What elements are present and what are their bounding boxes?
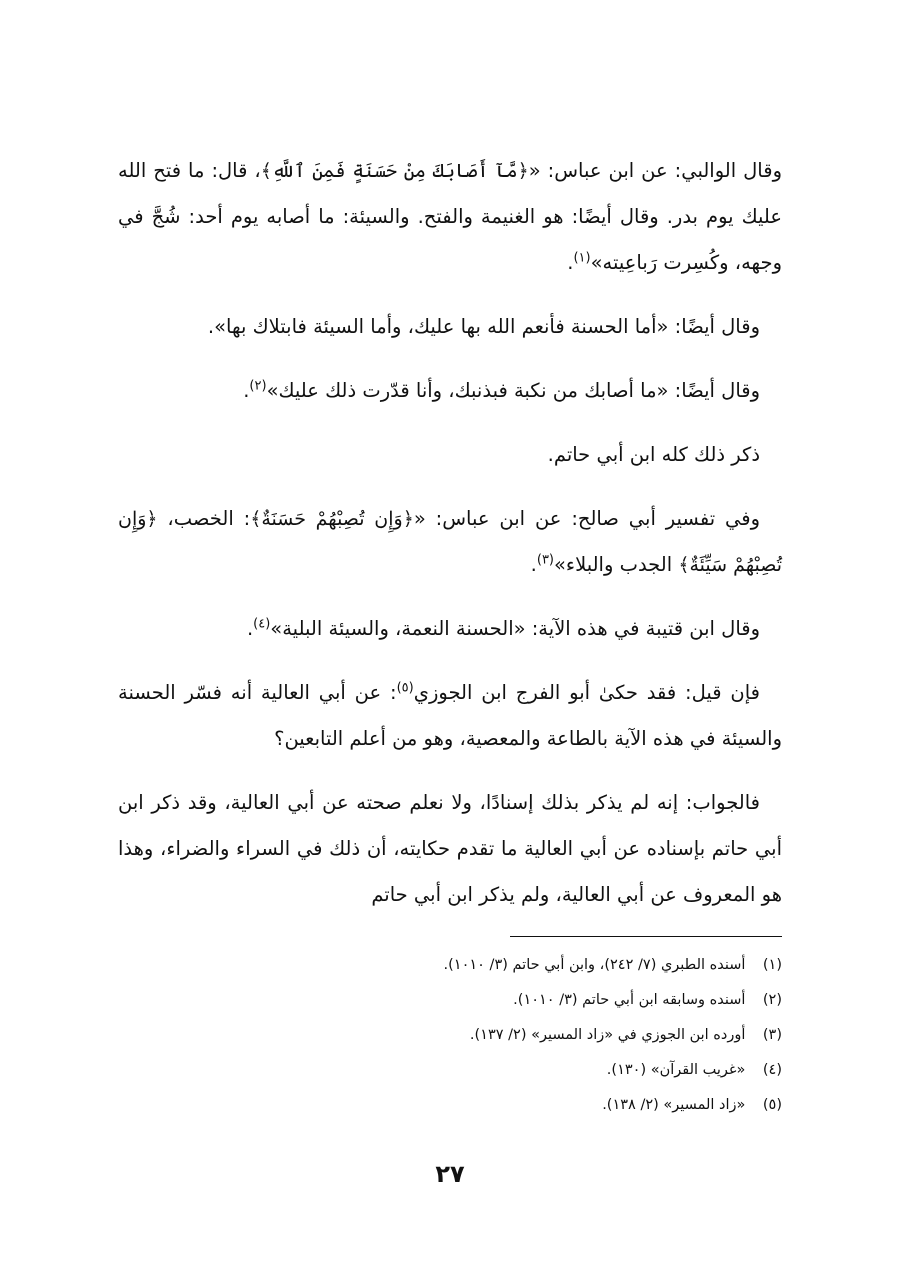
footnote-ref-5: (٥) (396, 680, 414, 696)
footnote-divider (510, 936, 782, 937)
main-text (118, 148, 782, 936)
footnote-text: «غريب القرآن» (١٣٠). (606, 1062, 746, 1078)
footnote-item (118, 1053, 782, 1088)
paragraph-abu-salih: وفي تفسير أبي صالح: عن ابن عباس: «﴿وَإِن تُصِبْهُمْ حَسَنَةٌ﴾: الخصب، ﴿وَإِن تُصِبْهُمْ سَيِّئَةٌ﴾ الجدب والبلاء»$^{(٣)}$. (118, 507, 782, 576)
footnote-item (118, 1018, 782, 1053)
page-number: ٢٧ (435, 1160, 465, 1188)
footnote-number: (٢) (762, 992, 782, 1008)
footnote-text: أسنده الطبري (٧/ ٢٤٢)، وابن أبي حاتم (٣/ ١٠١٠). (443, 957, 746, 973)
paragraph-question: فإن قيل: فقد حكىٰ أبو الفرج ابن الجوزي$^{(٥)}$: عن أبي العالية أنه فسّر الحسنة والسيئة في هذه الآية بالطاعة والمعصية، وهو من أعلم التابعين؟ (118, 680, 782, 750)
footnote-ref-2: (٢) (249, 378, 267, 394)
paragraph-answer: فالجواب: إنه لم يذكر بذلك إسنادًا، ولا نعلم صحته عن أبي العالية، وقد ذكر ابن أبي حاتم بإسناده عن أبي العالية ما تقدم حكايته، أن ذلك في السراء والضراء، وهذا هو المعروف عن أبي العالية، ولم يذكر ابن أبي حاتم (118, 791, 782, 906)
paragraph-ibn-qutayba: وقال ابن قتيبة في هذه الآية: «الحسنة النعمة، والسيئة البلية»$^{(٤)}$. (246, 616, 760, 640)
footnote-number: (٥) (762, 1097, 782, 1113)
paragraph-nakba: وقال أيضًا: «ما أصابك من نكبة فبذنبك، وأنا قدّرت ذلك عليك»$^{(٢)}$. (243, 378, 760, 402)
footnote-item (118, 948, 782, 983)
quran-verse: ﴿وَإِن تُصِبْهُمْ سَيِّئَةٌ﴾ (118, 508, 782, 576)
footnote-ref-4: (٤) (253, 616, 271, 632)
footnote-number: (٣) (762, 1027, 782, 1043)
quran-verse: ﴿مَّآ أَصَابَكَ مِنْ حَسَنَةٍ فَمِنَ ٱللَّهِ﴾ (260, 160, 529, 182)
footnote-text: «زاد المسير» (٢/ ١٣٨). (602, 1097, 746, 1113)
footnote-item (118, 1088, 782, 1123)
footnote-text: أسنده وسابقه ابن أبي حاتم (٣/ ١٠١٠). (513, 992, 746, 1008)
paragraph-walibi: وقال الوالبي: عن ابن عباس: «﴿مَّآ أَصَابَكَ مِنْ حَسَنَةٍ فَمِنَ ٱللَّهِ﴾، قال: ما فتح الله عليك يوم بدر. وقال أيضًا: هو الغنيمة والفتح. والسيئة: ما أصابه يوم أحد: شُجَّ في وجهه، وكُسِرت رَباعِيته»$^{(١)}$. (118, 159, 782, 274)
footnote-ref-3: (٣) (536, 552, 554, 568)
footnote-text: أورده ابن الجوزي في «زاد المسير» (٢/ ١٣٧). (469, 1027, 746, 1043)
footnote-number: (١) (762, 957, 782, 973)
footnote-item (118, 983, 782, 1018)
footnote-ref-1: (١) (573, 250, 591, 266)
paragraph-hasana-niama: وقال أيضًا: «أما الحسنة فأنعم الله بها عليك، وأما السيئة فابتلاك بها». (207, 315, 760, 338)
footnote-number: (٤) (762, 1062, 782, 1078)
quran-verse: ﴿وَإِن تُصِبْهُمْ حَسَنَةٌ﴾ (250, 508, 414, 530)
footnotes (118, 948, 782, 1123)
paragraph-ibn-abi-hatim: ذكر ذلك كله ابن أبي حاتم. (547, 443, 760, 466)
